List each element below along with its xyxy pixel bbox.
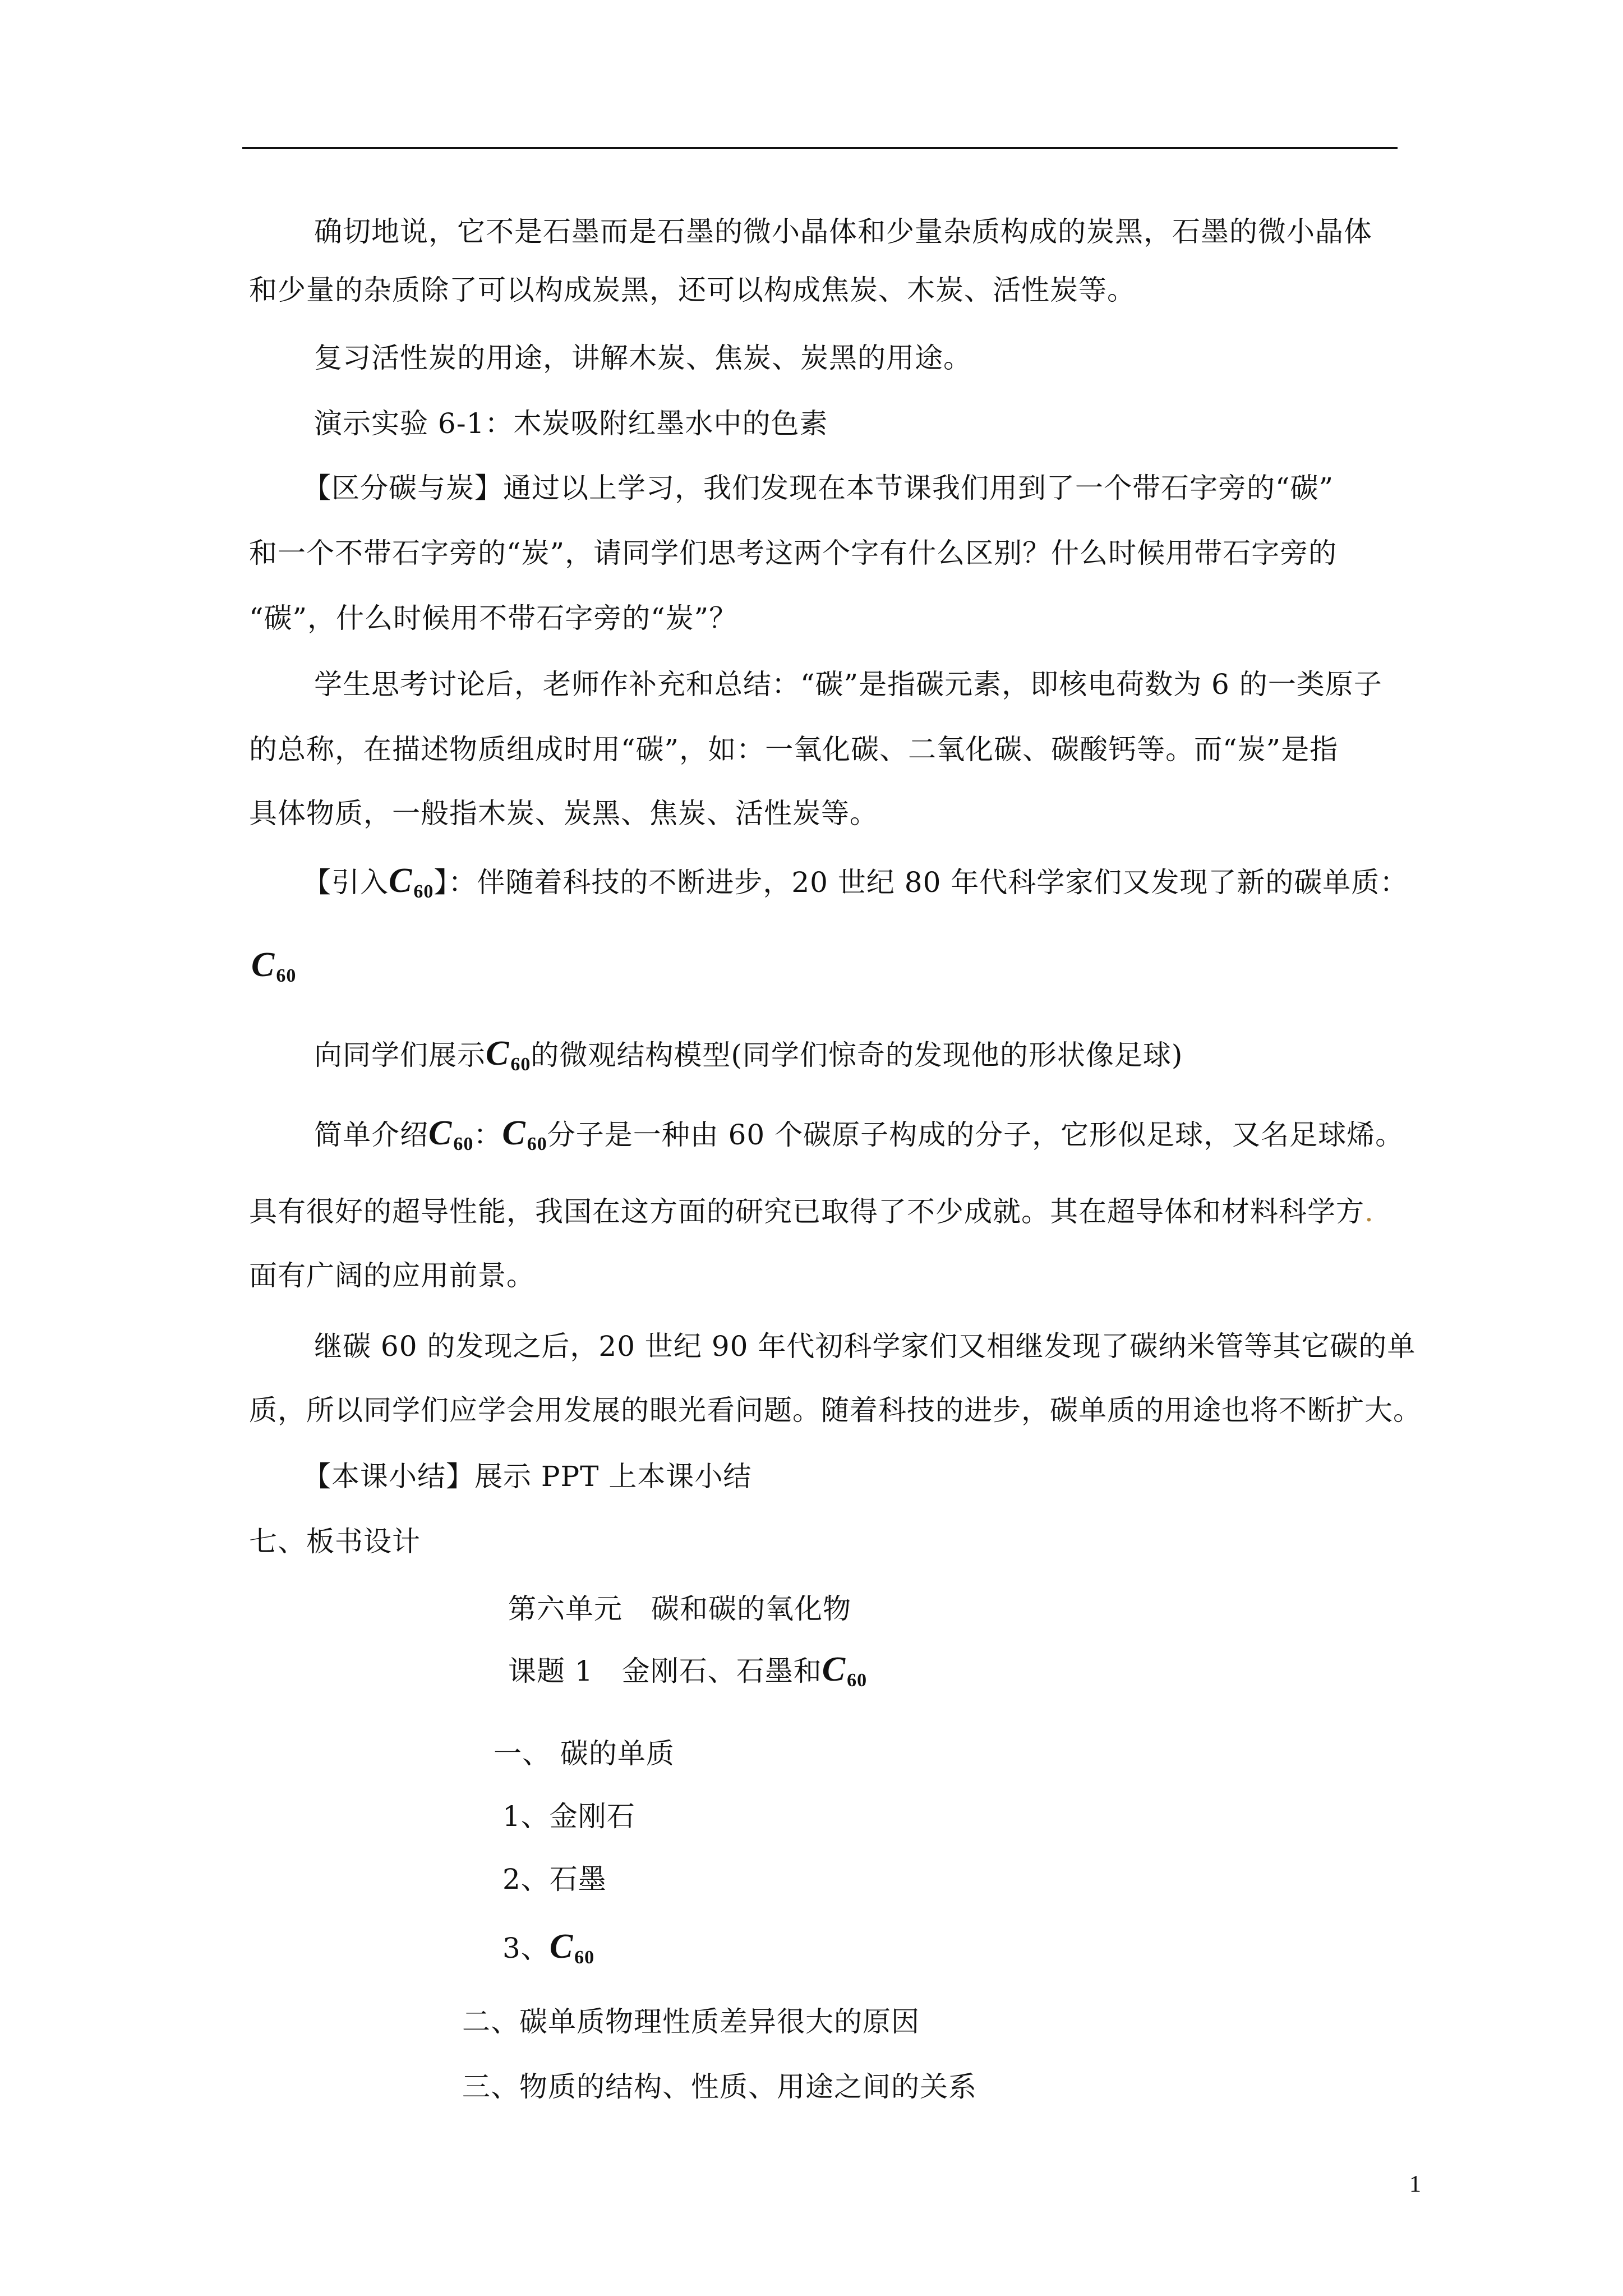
paragraph-6 [303,864,1408,909]
c60-formula: $C_{60}$ [486,1034,531,1075]
board-item-3: 3、$C_{60}$ [502,1927,595,1968]
paragraph-7-prefix: 向同学们展示 [314,1039,486,1071]
c60-standalone-line [251,948,296,993]
paragraph-7 [314,1034,1183,1082]
board-heading-3: 三、物质的结构、性质、用途之间的关系 [462,2070,977,2103]
c60-formula: $C_{60}$ [251,946,297,986]
paragraph-5-line-2: 的总称，在描述物质组成时用“碳”，如：一氧化碳、二氧化碳、碳酸钙等。而“炭”是指 [249,733,1339,766]
paragraph-9-line-2: 质，所以同学们应学会用发展的眼光看问题。随着科技的进步，碳单质的用途也将不断扩大。 [249,1394,1422,1427]
page-number: 1 [1409,2171,1421,2197]
paragraph-2: 复习活性炭的用途，讲解木炭、焦炭、炭黑的用途。 [314,342,972,374]
section-heading-7: 七、板书设计 [249,1525,421,1558]
board-lesson-title: 课题 1 金刚石、石墨和$C_{60}$ [508,1650,868,1691]
paragraph-8-suffix: 分子是一种由 60 个碳原子构成的分子，它形似足球，又名足球烯。 [547,1119,1404,1151]
paragraph-10: 【本课小结】展示 PPT 上本课小结 [303,1460,752,1493]
paragraph-5-line-3: 具体物质，一般指木炭、炭黑、焦炭、活性炭等。 [249,797,878,830]
board-unit-title: 第六单元 碳和碳的氧化物 [508,1593,851,1625]
paragraph-6-suffix: 】：伴随着科技的不断进步，20 世纪 80 年代科学家们又发现了新的碳单质： [434,866,1409,899]
paragraph-6-prefix: 【引入 [303,866,389,899]
board-heading-2: 二、碳单质物理性质差异很大的原因 [462,2005,920,2038]
paragraph-8-line-3: 面有广阔的应用前景。 [249,1259,535,1292]
paragraph-8-colon: ： [473,1119,502,1151]
paragraph-8-prefix: 简单介绍 [314,1119,428,1151]
header-rule [242,147,1398,149]
paragraph-8-line-1 [314,1116,1404,1161]
c60-formula: $C_{60}$ [428,1114,474,1154]
board-item-1: 1、金刚石 [502,1800,635,1833]
paragraph-4-line-2: 和一个不带石字旁的“炭”，请同学们思考这两个字有什么区别？什么时候用带石字旁的 [249,537,1338,569]
c60-formula: $C_{60}$ [822,1650,868,1691]
paragraph-3: 演示实验 6-1：木炭吸附红墨水中的色素 [314,407,828,440]
board-item-2: 2、石墨 [502,1863,607,1895]
paragraph-9-line-1: 继碳 60 的发现之后，20 世纪 90 年代初科学家们又相继发现了碳纳米管等其它碳的单 [314,1330,1416,1363]
c60-formula: $C_{60}$ [549,1927,595,1968]
paragraph-8-line-2: 具有很好的超导性能，我国在这方面的研究已取得了不少成就。其在超导体和材料科学方. [249,1195,1374,1228]
paragraph-1-line-1: 确切地说，它不是石墨而是石墨的微小晶体和少量杂质构成的炭黑，石墨的微小晶体 [314,215,1372,248]
c60-formula: $C_{60}$ [502,1114,547,1154]
paragraph-7-suffix: 的微观结构模型(同学们惊奇的发现他的形状像足球) [531,1039,1183,1071]
board-heading-1: 一、 碳的单质 [494,1737,675,1770]
paragraph-4-line-3: “碳”，什么时候用不带石字旁的“炭”？ [249,602,738,634]
paragraph-4-line-1: 【区分碳与炭】通过以上学习，我们发现在本节课我们用到了一个带石字旁的“碳” [303,472,1334,504]
paragraph-5-line-1: 学生思考讨论后，老师作补充和总结：“碳”是指碳元素，即核电荷数为 6 的一类原子 [314,668,1382,701]
paragraph-1-line-2: 和少量的杂质除了可以构成炭黑，还可以构成焦炭、木炭、活性炭等。 [249,274,1136,306]
c60-formula: $C_{60}$ [389,862,434,902]
